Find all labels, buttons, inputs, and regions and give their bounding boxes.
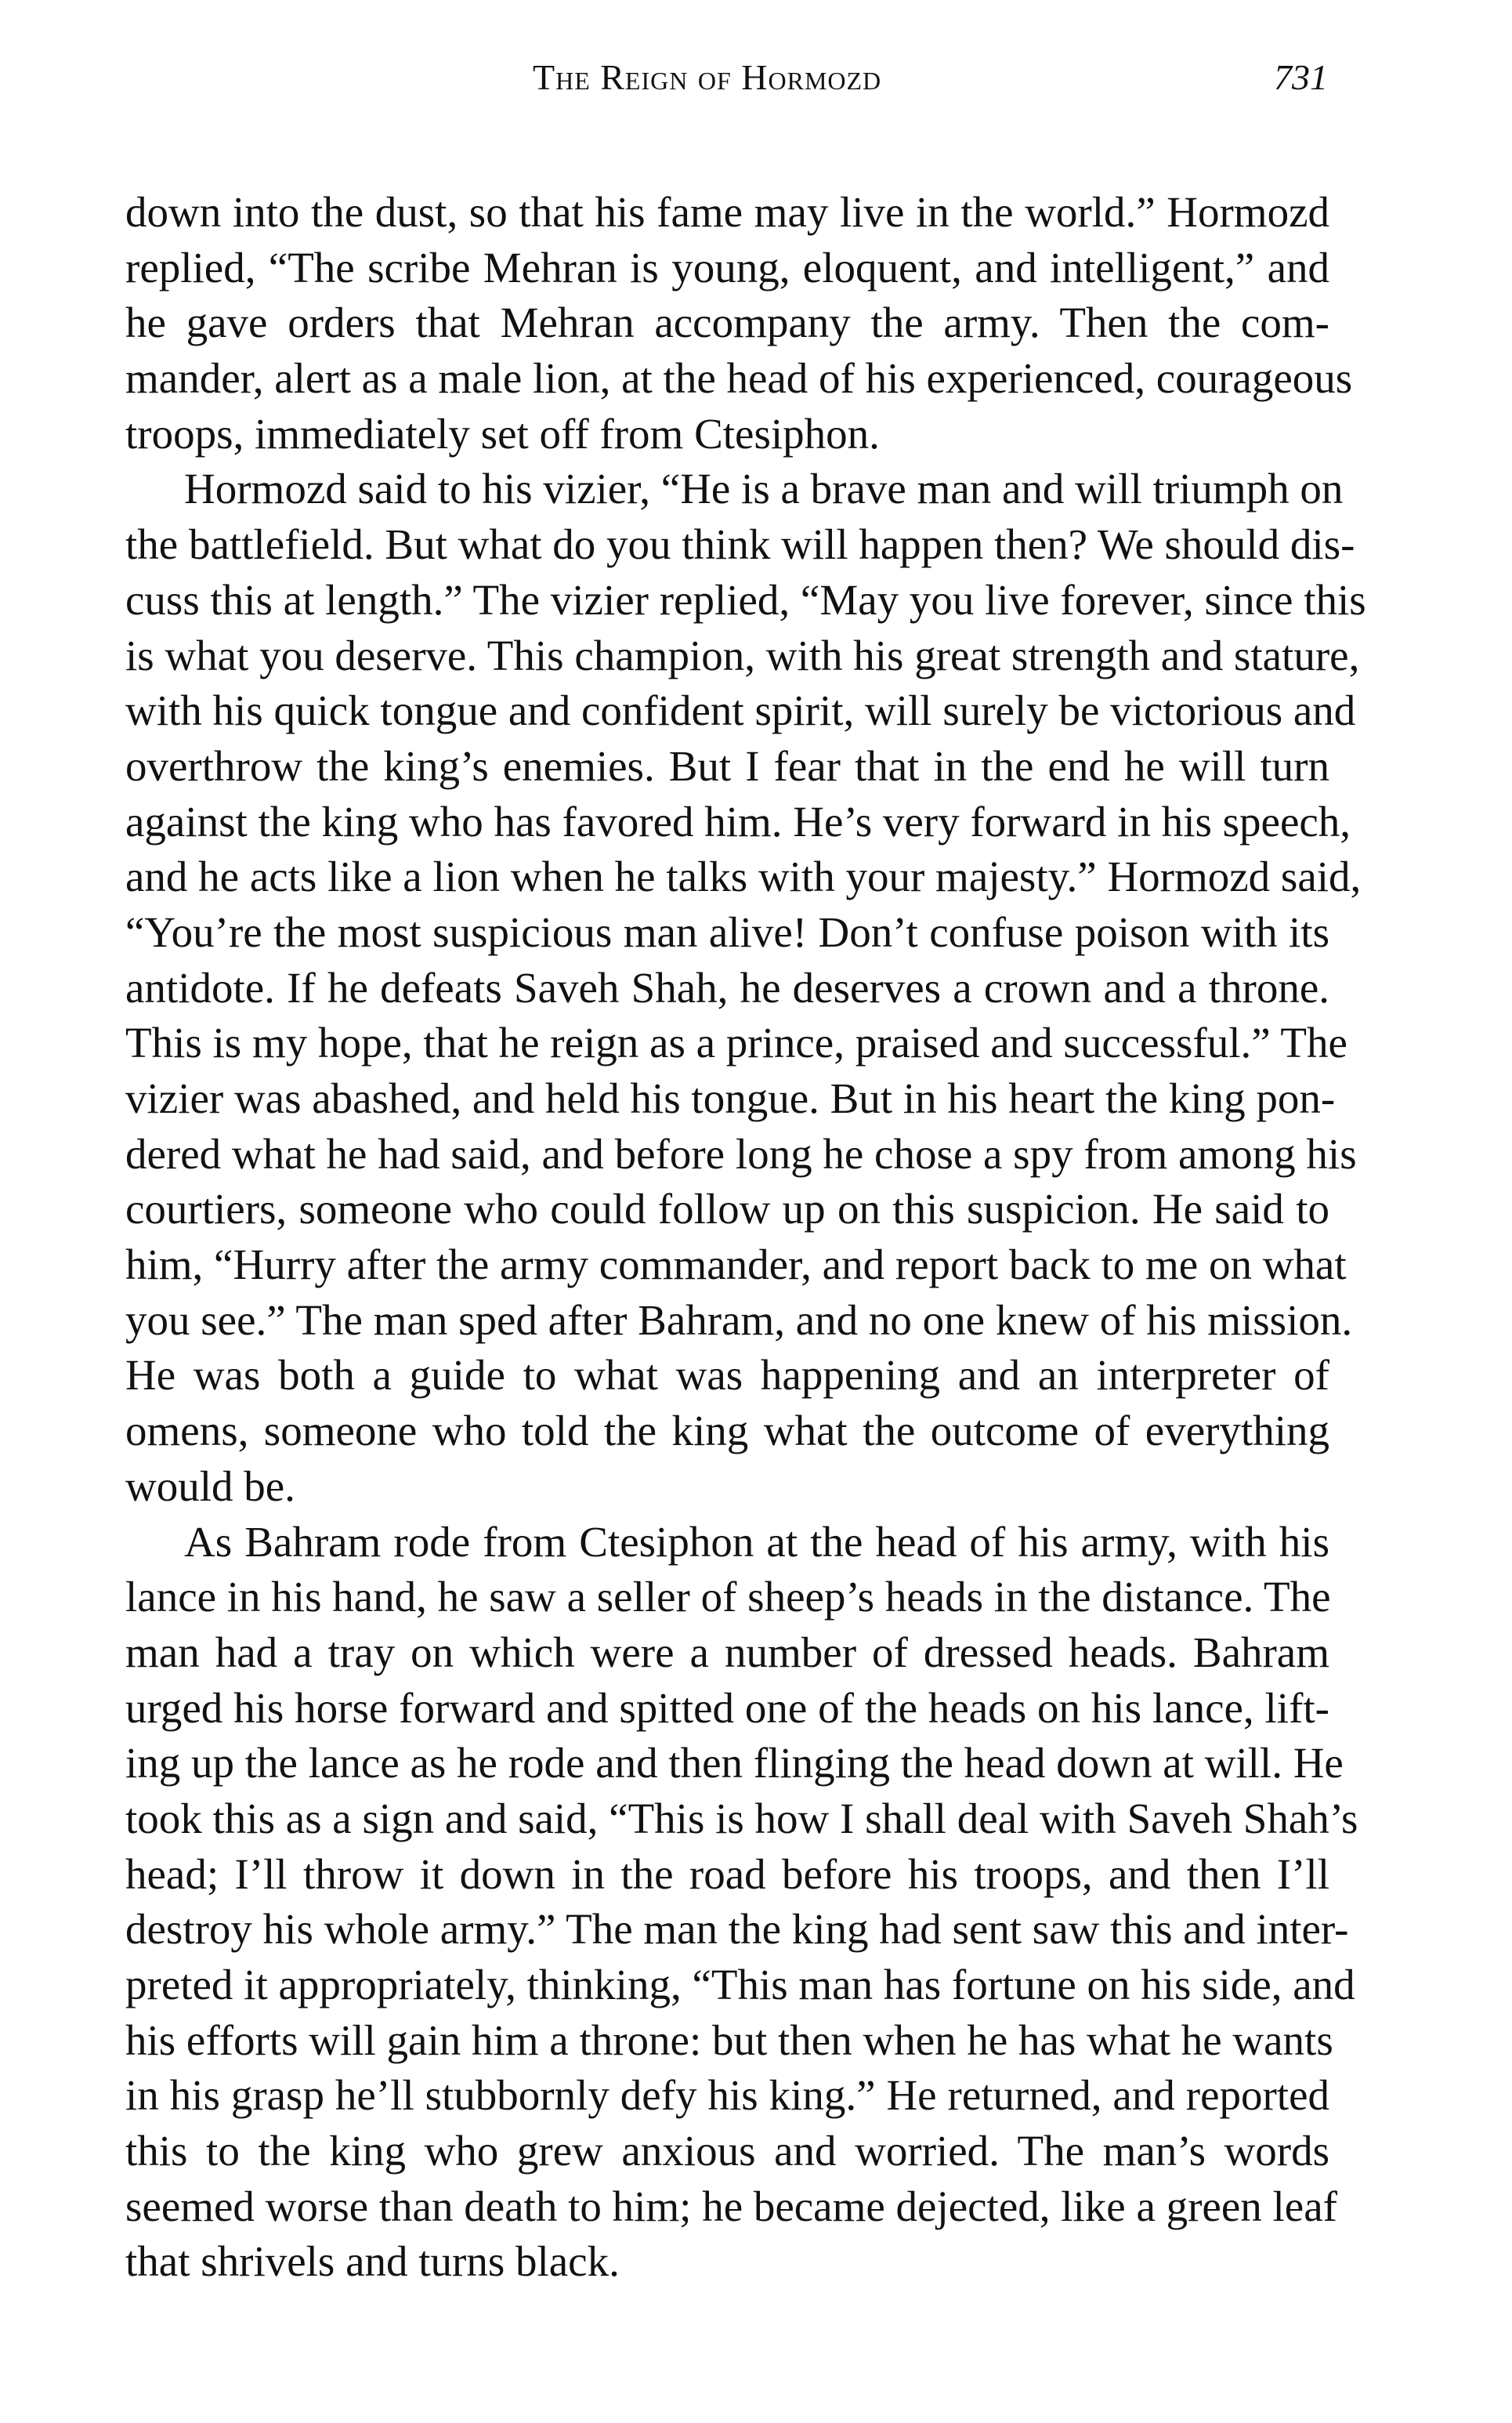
text-line: in his grasp he’ll stubbornly defy his king.” He returned, and reported [125, 2071, 1329, 2120]
text-line: seemed worse than death to him; he became dejected, like a green leaf [125, 2182, 1337, 2230]
text-line: Hormozd said to his vizier, “He is a brave man and will triumph on [184, 465, 1344, 513]
text-line: troops, immediately set off from Ctesiphon. [125, 409, 880, 458]
text-line: dered what he had said, and before long he chose a spy from among his [125, 1129, 1357, 1178]
text-line: urged his horse forward and spitted one of the heads on his lance, lift- [125, 1683, 1329, 1732]
text-line: overthrow the king’s enemies. But I fear that in the end he will turn [125, 741, 1329, 790]
paragraph [125, 185, 1353, 462]
text-line: He was both a guide to what was happening and an interpreter of [125, 1351, 1329, 1400]
text-line: his efforts will gain him a throne: but then when he has what he wants [125, 2016, 1333, 2064]
text-line: destroy his whole army.” The man the king had sent saw this and inter- [125, 1905, 1349, 1954]
text-line: that shrivels and turns black. [125, 2237, 620, 2286]
text-line: would be. [125, 1461, 295, 1510]
text-line: he gave orders that Mehran accompany the army. Then the com- [125, 299, 1329, 347]
text-line: with his quick tongue and confident spirit, will surely be victorious and [125, 686, 1356, 735]
text-line: “You’re the most suspicious man alive! Don’t confuse poison with its [125, 907, 1329, 956]
text-line: the battlefield. But what do you think will happen then? We should dis- [125, 520, 1355, 569]
text-line: you see.” The man sped after Bahram, and no one knew of his mission. [125, 1295, 1353, 1344]
text-line: down into the dust, so that his fame may live in the world.” Hormozd [125, 188, 1329, 236]
text-line: This is my hope, that he reign as a prince, praised and successful.” The [125, 1019, 1347, 1067]
text-line: head; I’ll throw it down in the road before his troops, and then I’ll [125, 1849, 1329, 1898]
text-line: man had a tray on which were a number of dressed heads. Bahram [125, 1628, 1329, 1676]
paragraph [125, 462, 1366, 1514]
paragraph [125, 1515, 1358, 2291]
text-line: him, “Hurry after the army commander, and report back to me on what [125, 1240, 1347, 1289]
text-line: As Bahram rode from Ctesiphon at the head of his army, with his [184, 1517, 1329, 1566]
text-line: vizier was abashed, and held his tongue. But in his heart the king pon- [125, 1074, 1336, 1122]
text-line: omens, someone who told the king what the outcome of everything [125, 1407, 1329, 1455]
text-line: courtiers, someone who could follow up on this suspicion. He said to [125, 1185, 1329, 1233]
text-line: replied, “The scribe Mehran is young, eloquent, and intelligent,” and [125, 243, 1329, 292]
text-line: against the king who has favored him. He’s very forward in his speech, [125, 797, 1351, 846]
text-line: this to the king who grew anxious and worried. The man’s words [125, 2127, 1329, 2175]
text-line: and he acts like a lion when he talks with your majesty.” Hormozd said, [125, 853, 1362, 901]
text-line: took this as a sign and said, “This is how I shall deal with Saveh Shah’s [125, 1794, 1358, 1842]
text-line: preted it appropriately, thinking, “This man has fortune on his side, and [125, 1961, 1355, 2008]
running-head [0, 52, 1512, 99]
running-title: The Reign of Hormozd [533, 57, 882, 97]
body-text [125, 185, 1366, 2290]
text-line: ing up the lance as he rode and then flinging the head down at will. He [125, 1739, 1344, 1787]
text-line: lance in his hand, he saw a seller of sheep’s heads in the distance. The [125, 1573, 1331, 1621]
text-line: mander, alert as a male lion, at the head of his experienced, courageous [125, 354, 1353, 403]
text-line: cuss this at length.” The vizier replied, “May you live forever, since this [125, 575, 1366, 624]
text-line: antidote. If he defeats Saveh Shah, he deserves a crown and a throne. [125, 963, 1329, 1012]
page-number: 731 [1274, 57, 1328, 97]
text-line: is what you deserve. This champion, with his great strength and stature, [125, 631, 1360, 679]
